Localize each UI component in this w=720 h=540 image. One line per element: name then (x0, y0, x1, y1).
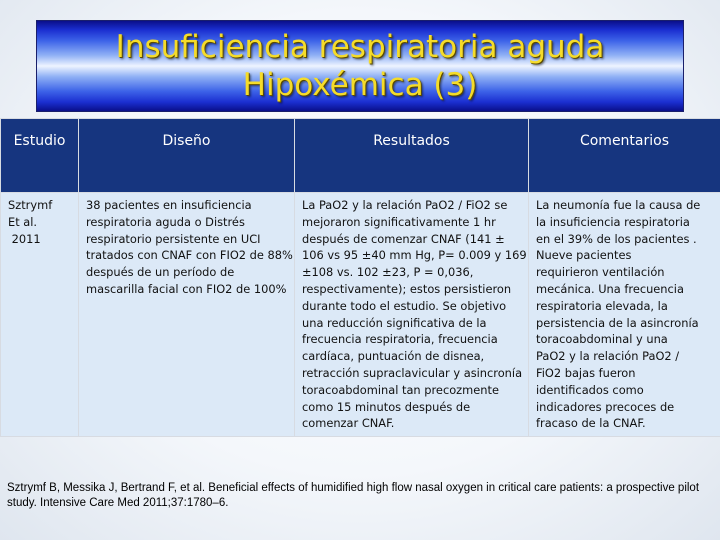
reference-citation: Sztrymf B, Messika J, Bertrand F, et al. Beneficial effects of humidified high flow nasal oxygen in critical care patients: a prospective pilot study. Intensive Care Med 2011;37:1780–6. (7, 482, 700, 509)
results-line: frecuencia respiratoria, frecuencia (302, 332, 498, 347)
comments-line: mecánica. Una frecuencia (536, 281, 684, 296)
comments-line: Nueve pacientes (536, 248, 632, 263)
results-line: durante todo el estudio. Se objetivo (302, 298, 507, 313)
comments-line: PaO2 y la relación PaO2 / (536, 349, 680, 364)
results-line: después de comenzar CNAF (141 ± (302, 231, 505, 246)
results-line: una reducción significativa de la (302, 315, 487, 330)
results-line: toracoabdominal tan precozmente (302, 382, 499, 397)
study-line: Et al. (8, 214, 38, 229)
results-line: como 15 minutos después de (302, 399, 471, 414)
cell-design (79, 193, 295, 437)
results-line: 106 vs 95 ±40 mm Hg, P= 0.009 y 169 (302, 248, 527, 263)
header-comentarios: Comentarios (529, 119, 720, 193)
results-line: retracción supraclavicular y asincronía (302, 365, 523, 380)
comments-line: persistencia de la asincronía (536, 315, 699, 330)
comments-line: respiratoria elevada, la (536, 298, 668, 313)
results-line: comenzar CNAF. (302, 416, 395, 431)
results-line: respectivamente); estos persistieron (302, 281, 512, 296)
results-line: La PaO2 y la relación PaO2 / FiO2 se (302, 198, 508, 212)
design-line: respiratorio persistente en UCI (86, 231, 261, 246)
header-diseno: Diseño (79, 119, 295, 193)
comments-line: indicadores precoces de (536, 399, 675, 414)
header-resultados: Resultados (295, 119, 529, 193)
study-line: 2011 (8, 231, 41, 246)
cell-comments (529, 193, 720, 437)
comments-line: toracoabdominal y una (536, 332, 668, 347)
header-estudio: Estudio (1, 119, 79, 193)
study-table (0, 118, 720, 437)
design-line: 38 pacientes en insuficiencia (86, 198, 252, 212)
title-line-1: Insuficiencia respiratoria aguda (115, 29, 605, 65)
title-banner (36, 20, 684, 112)
results-line: ±108 vs. 102 ±23, P = 0,036, (302, 265, 474, 280)
comments-line: requirieron ventilación (536, 265, 665, 280)
comments-line: FiO2 bajas fueron (536, 365, 636, 380)
design-line: tratados con CNAF con FIO2 de 88% (86, 248, 293, 263)
design-line: respiratoria aguda o Distrés (86, 214, 245, 229)
comments-line: identificados como (536, 382, 644, 397)
title-line-2: Hipoxémica (3) (242, 67, 478, 103)
comments-line: La neumonía fue la causa de (536, 198, 701, 212)
cell-study (1, 193, 79, 437)
cell-results (295, 193, 529, 437)
results-line: mejoraron significativamente 1 hr (302, 214, 496, 229)
design-line: mascarilla facial con FIO2 de 100% (86, 281, 287, 296)
table-header-row (1, 119, 720, 193)
comments-line: fracaso de la CNAF. (536, 416, 646, 431)
results-line: cardíaca, puntuación de disnea, (302, 349, 485, 364)
study-line: Sztrymf (8, 198, 53, 212)
comments-line: en el 39% de los pacientes . (536, 231, 697, 246)
comments-line: la insuficiencia respiratoria (536, 214, 690, 229)
table-row (1, 193, 720, 437)
design-line: después de un período de (86, 265, 235, 280)
